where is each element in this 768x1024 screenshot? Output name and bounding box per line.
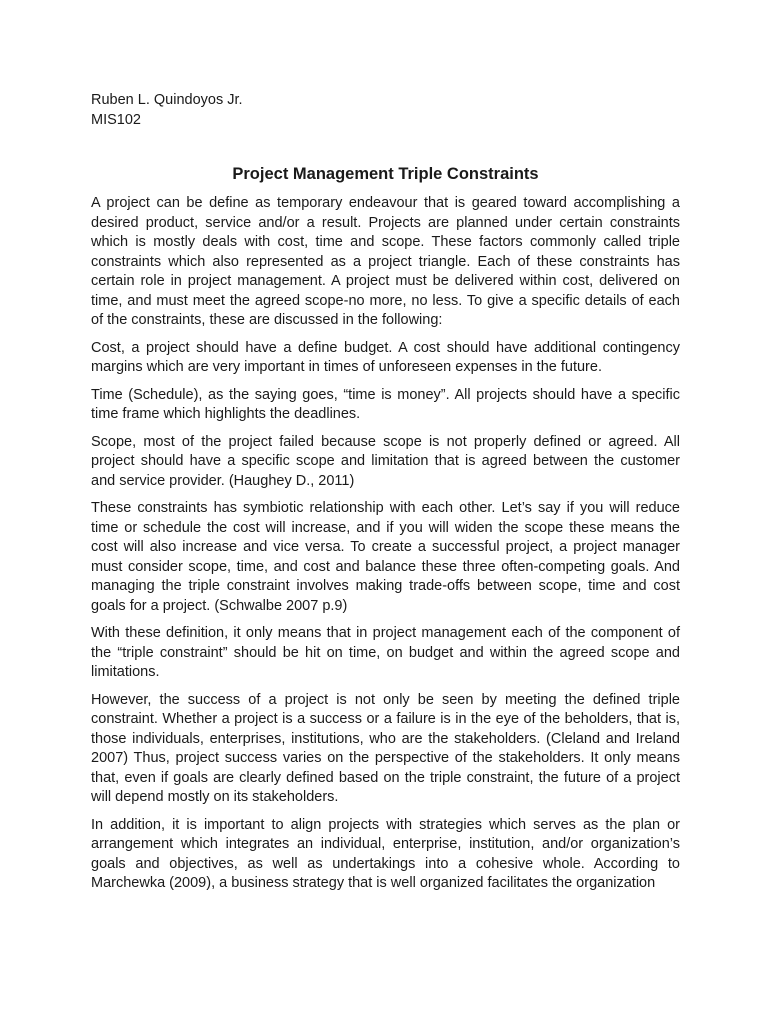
document-title: Project Management Triple Constraints [232,165,539,183]
paragraph-definition: With these definition, it only means that in project management each of the component of the “triple constraint” should be hit on time, on budget and within the agreed scope and limitations. [91,625,680,680]
course-code: MIS102 [91,112,141,128]
paragraph-cost: Cost, a project should have a define budget. A cost should have additional contingency margins which are very important in times of unforeseen expenses in the future. [91,339,680,375]
paragraph-intro: A project can be define as temporary endeavour that is geared toward accomplishing a desired product, service and/or a result. Projects are planned under certain constraints which is mostly deals with cost, time and scope. These factors commonly called triple constraints which also represented as a project triangle. Each of these constraints has certain role in project management. A project must be delivered within cost, delivered on time, and must meet the agreed scope-no more, no less. To give a specific details of each of the constraints, these are discussed in the following: [91,195,680,328]
paragraph-time: Time (Schedule), as the saying goes, “time is money”. All projects should have a specific time frame which highlights the deadlines. [91,386,680,422]
paragraph-stakeholders: However, the success of a project is not only be seen by meeting the defined triple constraint. Whether a project is a success or a failure is in the eye of the beholders, that is, those individuals, enterprises, institutions, who are the stakeholders. (Cleland and Ireland 2007) Thus, project success varies on the perspective of the stakeholders. It only means that, even if goals are clearly defined based on the triple constraint, the future of a project will depend mostly on its stakeholders. [91,691,680,805]
paragraph-relationship: These constraints has symbiotic relationship with each other. Let’s say if you will reduce time or schedule the cost will increase, and if you will widen the scope these means the cost will also increase and vice versa. To create a successful project, a project manager must consider scope, time, and cost and balance these three often-competing goals. And managing the triple constraint involves making trade-offs between scope, time and cost goals for a project. (Schwalbe 2007 p.9) [91,500,680,614]
paragraph-strategy: In addition, it is important to align projects with strategies which serves as the plan or arrangement which integrates an individual, enterprise, institution, and/or organization’s goals and objectives, as well as undertakings into a cohesive whole. According to Marchewka (2009), a business strategy that is well organized facilitates the organization [91,816,680,891]
paragraph-scope: Scope, most of the project failed because scope is not properly defined or agreed. All project should have a specific scope and limitation that is agreed between the customer and service provider. (Haughey D., 2011) [91,433,680,489]
author-name: Ruben L. Quindoyos Jr. [91,92,243,108]
